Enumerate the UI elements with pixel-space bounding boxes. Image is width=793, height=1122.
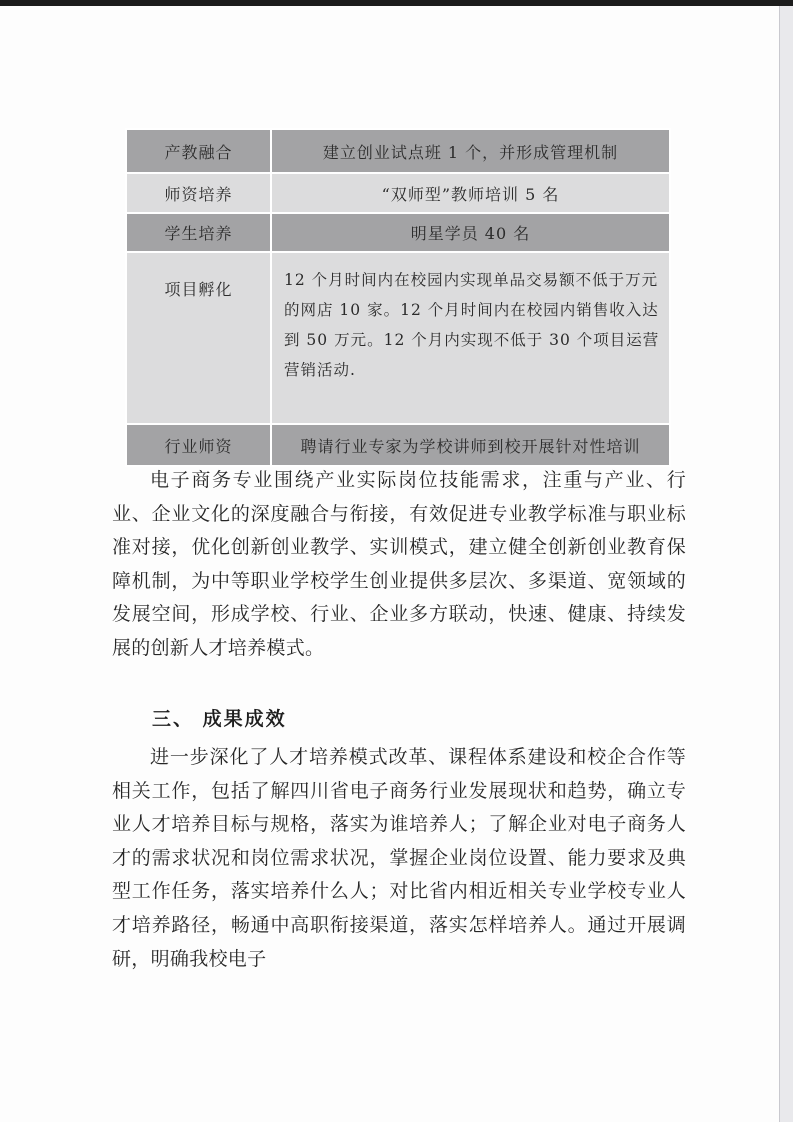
row-label: 学生培养	[126, 213, 271, 252]
row-label: 项目孵化	[126, 252, 271, 424]
row-value: “双师型”教师培训 5 名	[271, 173, 670, 213]
row-label: 产教融合	[126, 129, 271, 173]
row-value: 12 个月时间内在校园内实现单品交易额不低于万元的网店 10 家。12 个月时间内在校园内销售收入达到 50 万元。12 个月内实现不低于 30 个项目运营营销活动.	[271, 252, 670, 424]
scan-right-edge	[779, 6, 793, 1122]
table-row	[126, 252, 670, 424]
scan-top-edge	[0, 0, 793, 6]
table-row	[126, 129, 670, 173]
body-paragraph: 电子商务专业围绕产业实际岗位技能需求，注重与产业、行业、企业文化的深度融合与衔接，有效促进专业教学标准与职业标准对接，优化创新创业教学、实训模式，建立健全创新创业教育保障机制，为中等职业学校学生创业提供多层次、多渠道、宽领域的发展空间，形成学校、行业、企业多方联动，快速、健康、持续发展的创新人才培养模式。	[112, 469, 686, 659]
table-row	[126, 213, 670, 252]
table-row	[126, 424, 670, 466]
plan-table	[125, 128, 671, 467]
row-value: 明星学员 40 名	[271, 213, 670, 252]
section-heading: 三、 成果成效	[152, 708, 287, 730]
row-label: 师资培养	[126, 173, 271, 213]
body-paragraph: 进一步深化了人才培养模式改革、课程体系建设和校企合作等相关工作，包括了解四川省电子商务行业发展现状和趋势，确立专业人才培养目标与规格，落实为谁培养人；了解企业对电子商务人才的需求状况和岗位需求状况，掌握企业岗位设置、能力要求及典型工作任务，落实培养什么人；对比省内相近相关专业学校专业人才培养路径，畅通中高职衔接渠道，落实怎样培养人。通过开展调研，明确我校电子	[112, 746, 686, 970]
row-value: 建立创业试点班 1 个，并形成管理机制	[271, 129, 670, 173]
row-value: 聘请行业专家为学校讲师到校开展针对性培训	[271, 424, 670, 466]
table-row	[126, 173, 670, 213]
row-label: 行业师资	[126, 424, 271, 466]
